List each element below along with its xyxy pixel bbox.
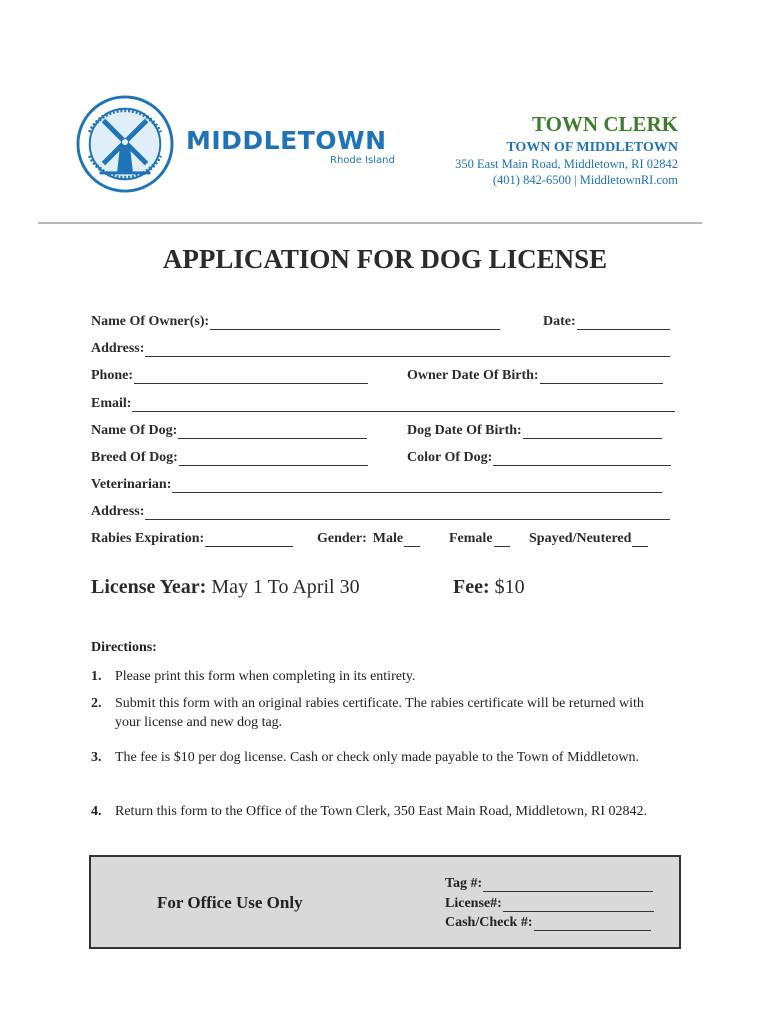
female-label: Female xyxy=(449,531,493,546)
dog-name-label: Name Of Dog: xyxy=(91,423,178,438)
rabies-label: Rabies Expiration: xyxy=(91,531,205,546)
owner-name-line[interactable] xyxy=(210,316,500,330)
phone-label: Phone: xyxy=(91,368,133,383)
breed-label: Breed Of Dog: xyxy=(91,450,178,465)
female-field[interactable] xyxy=(449,531,510,547)
vet-address-label: Address: xyxy=(91,504,145,519)
license-year-label: License Year: xyxy=(91,576,207,598)
direction-text: Return this form to the Office of the Town Clerk, 350 East Main Road, Middletown, RI 02842. xyxy=(115,804,647,819)
gender-field xyxy=(317,531,420,547)
direction-number: 1. xyxy=(91,669,102,684)
vet-field[interactable] xyxy=(91,477,662,493)
cash-check-label: Cash/Check #: xyxy=(445,915,533,930)
license-number-field[interactable] xyxy=(445,896,654,912)
direction-number: 2. xyxy=(91,696,102,711)
spayed-label: Spayed/Neutered xyxy=(529,531,632,546)
date-line[interactable] xyxy=(577,316,670,330)
cash-check-line[interactable] xyxy=(534,917,651,931)
color-label: Color Of Dog: xyxy=(407,450,493,465)
town-seal-logo xyxy=(76,95,174,193)
dog-dob-line[interactable] xyxy=(523,425,662,439)
dog-name-field[interactable] xyxy=(91,423,367,439)
address-line[interactable] xyxy=(145,343,670,357)
vet-address-field[interactable] xyxy=(91,504,670,520)
logo-wordmark: MIDDLETOWN xyxy=(186,126,387,155)
phone-line[interactable] xyxy=(134,370,368,384)
female-line[interactable] xyxy=(494,533,510,547)
dog-dob-field[interactable] xyxy=(407,423,662,439)
office-use-label: For Office Use Only xyxy=(157,893,303,912)
tag-line[interactable] xyxy=(483,878,653,892)
address-label: Address: xyxy=(91,341,145,356)
male-label: Male xyxy=(372,531,404,546)
cash-check-field[interactable] xyxy=(445,915,651,931)
gender-label: Gender: xyxy=(317,531,367,546)
phone-field[interactable] xyxy=(91,368,368,384)
license-number-line[interactable] xyxy=(503,898,654,912)
license-year xyxy=(91,576,360,599)
office-use-box xyxy=(89,855,681,949)
direction-number: 3. xyxy=(91,750,102,765)
rabies-line[interactable] xyxy=(205,533,293,547)
breed-field[interactable] xyxy=(91,450,368,466)
spayed-field[interactable] xyxy=(529,531,648,547)
owner-name-label: Name Of Owner(s): xyxy=(91,314,210,329)
address-field[interactable] xyxy=(91,341,670,357)
header-divider xyxy=(38,222,702,224)
email-label: Email: xyxy=(91,396,132,411)
color-field[interactable] xyxy=(407,450,671,466)
logo-subtitle: Rhode Island xyxy=(330,155,395,166)
dog-name-line[interactable] xyxy=(178,425,367,439)
direction-item xyxy=(91,748,661,767)
color-line[interactable] xyxy=(493,452,671,466)
dog-dob-label: Dog Date Of Birth: xyxy=(407,423,522,438)
direction-text: The fee is $10 per dog license. Cash or check only made payable to the Town of Middletown. xyxy=(115,750,640,765)
direction-item xyxy=(91,694,661,732)
vet-label: Veterinarian: xyxy=(91,477,172,492)
directions-heading: Directions: xyxy=(91,640,157,655)
fee-value: $10 xyxy=(494,576,525,598)
male-line[interactable] xyxy=(404,533,420,547)
town-clerk-heading: TOWN CLERK xyxy=(531,112,678,136)
email-line[interactable] xyxy=(132,398,675,412)
owner-dob-line[interactable] xyxy=(540,370,663,384)
breed-line[interactable] xyxy=(179,452,368,466)
license-fee xyxy=(453,576,525,599)
owner-dob-label: Owner Date Of Birth: xyxy=(407,368,539,383)
rabies-field[interactable] xyxy=(91,531,293,547)
direction-number: 4. xyxy=(91,804,102,819)
vet-address-line[interactable] xyxy=(145,506,670,520)
fee-label: Fee: xyxy=(453,576,490,598)
direction-text: Submit this form with an original rabies certificate. The rabies certificate will be returned with your license and new dog tag. xyxy=(115,696,644,730)
direction-item xyxy=(91,802,661,821)
vet-line[interactable] xyxy=(172,479,662,493)
owner-dob-field[interactable] xyxy=(407,368,663,384)
license-year-value: May 1 To April 30 xyxy=(211,576,360,598)
office-address: 350 East Main Road, Middletown, RI 02842 xyxy=(455,157,678,171)
license-number-label: License#: xyxy=(445,896,502,911)
date-label: Date: xyxy=(543,314,576,329)
town-name: TOWN OF MIDDLETOWN xyxy=(506,140,678,155)
tag-label: Tag #: xyxy=(445,876,483,891)
email-field[interactable] xyxy=(91,396,675,412)
date-field[interactable] xyxy=(543,314,670,330)
office-contact: (401) 842-6500 | MiddletownRI.com xyxy=(492,173,678,187)
owner-name-field[interactable] xyxy=(91,314,500,330)
page-title: APPLICATION FOR DOG LICENSE xyxy=(162,244,608,274)
spayed-line[interactable] xyxy=(632,533,648,547)
direction-text: Please print this form when completing in its entirety. xyxy=(115,669,416,684)
tag-field[interactable] xyxy=(445,876,653,892)
direction-item xyxy=(91,667,661,686)
